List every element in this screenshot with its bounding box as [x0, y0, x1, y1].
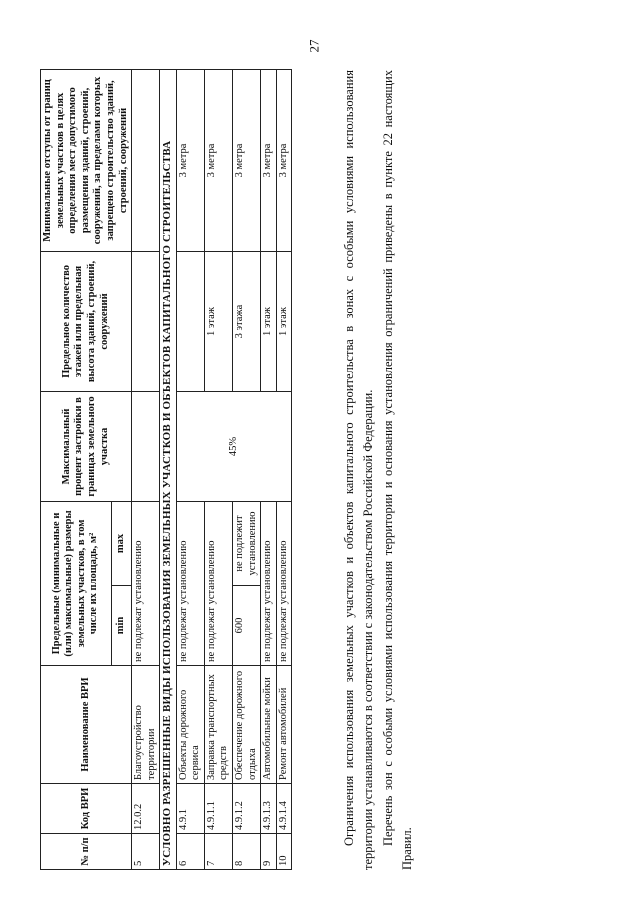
row-setback: 3 метра: [276, 69, 292, 251]
row-name: Обеспечение дорожного отдыха: [232, 666, 260, 784]
row-code: 4.9.1.2: [232, 784, 260, 834]
section-title: УСЛОВНО РАЗРЕШЕННЫЕ ВИДЫ ИСПОЛЬЗОВАНИЯ ЗЕМЕЛЬНЫХ УЧАСТКОВ И ОБЪЕКТОВ КАПИТАЛЬНОГО СТРОИТЕЛЬСТВА: [160, 69, 176, 869]
row-name: Заправка транспортных средств: [204, 666, 232, 784]
row-code: 12.0.2: [132, 784, 160, 834]
row-code: 4.9.1: [176, 784, 204, 834]
row-name: Ремонт автомобилей: [276, 666, 292, 784]
row-max: не подлежит установлению: [232, 501, 260, 585]
row-num: 9: [261, 834, 277, 870]
row-percent: [132, 391, 160, 501]
row-setback: 3 метра: [232, 69, 260, 251]
row-num: 7: [204, 834, 232, 870]
row-sizes: не подлежат установлению: [261, 501, 277, 665]
header-row: [41, 69, 112, 869]
row-name: Автомобильные мойки: [261, 666, 277, 784]
row-name: Благоустройство территории: [132, 666, 160, 784]
rotated-content: [40, 70, 460, 870]
section-row: [160, 69, 176, 869]
row-setback: [132, 69, 160, 251]
zoning-table: [40, 69, 292, 870]
row-num: 5: [132, 834, 160, 870]
row-sizes: не подлежат установлению: [204, 501, 232, 665]
row-setback: 3 метра: [261, 69, 277, 251]
header-num: № п/п: [41, 834, 132, 870]
header-code: Код ВРИ: [41, 784, 132, 834]
header-name: Наименование ВРИ: [41, 666, 132, 784]
row-name: Объекты дорожного сервиса: [176, 666, 204, 784]
row-code: 4.9.1.3: [261, 784, 277, 834]
row-code: 4.9.1.1: [204, 784, 232, 834]
row-num: 10: [276, 834, 292, 870]
row-setback: 3 метра: [176, 69, 204, 251]
note-paragraph: Перечень зон с особыми условиями использования территории и основания установления ограничений приведены в пункте 22 настоящих Правил.: [380, 70, 415, 870]
row-floors: [176, 251, 204, 391]
row-floors: 1 этаж: [276, 251, 292, 391]
header-max: max: [111, 501, 132, 585]
header-floors: Предельное количество этажей или предельная высота зданий, строений, сооружений: [41, 251, 132, 391]
row-sizes: не подлежат установлению: [276, 501, 292, 665]
notes: [340, 70, 418, 870]
row-num: 8: [232, 834, 260, 870]
percent-merged: 45%: [176, 391, 292, 501]
header-setback: Минимальные отступы от границ земельных участков в целях определения мест допустимого размещения зданий, строений, сооружений, за пределами которых запрещено строительство зданий, строений, сооружений: [41, 69, 132, 251]
row-setback: 3 метра: [204, 69, 232, 251]
row-code: 4.9.1.4: [276, 784, 292, 834]
row-floors: 1 этаж: [261, 251, 277, 391]
header-percent: Максимальный процент застройки в границах земельного участка: [41, 391, 132, 501]
page-number: 27: [306, 39, 322, 53]
row-sizes: не подлежат установлению: [132, 501, 160, 665]
row-min: 600: [232, 586, 260, 666]
row-num: 6: [176, 834, 204, 870]
row-floors: [132, 251, 160, 391]
table-row: [176, 69, 204, 869]
row-floors: 3 этажа: [232, 251, 260, 391]
row-sizes: не подлежат установлению: [176, 501, 204, 665]
header-sizes: Предельные (минимальные и (или) максимальные) размеры земельных участков, в том числе их площадь, м²: [41, 501, 112, 665]
table-row: [132, 69, 160, 869]
note-paragraph: Ограничения использования земельных участков и объектов капитального строительства в зонах с особыми условиями использования территории устанавливаются в соответствии с законодательством Российской Федерации.: [342, 70, 376, 870]
header-min: min: [111, 586, 132, 666]
row-floors: 1 этаж: [204, 251, 232, 391]
